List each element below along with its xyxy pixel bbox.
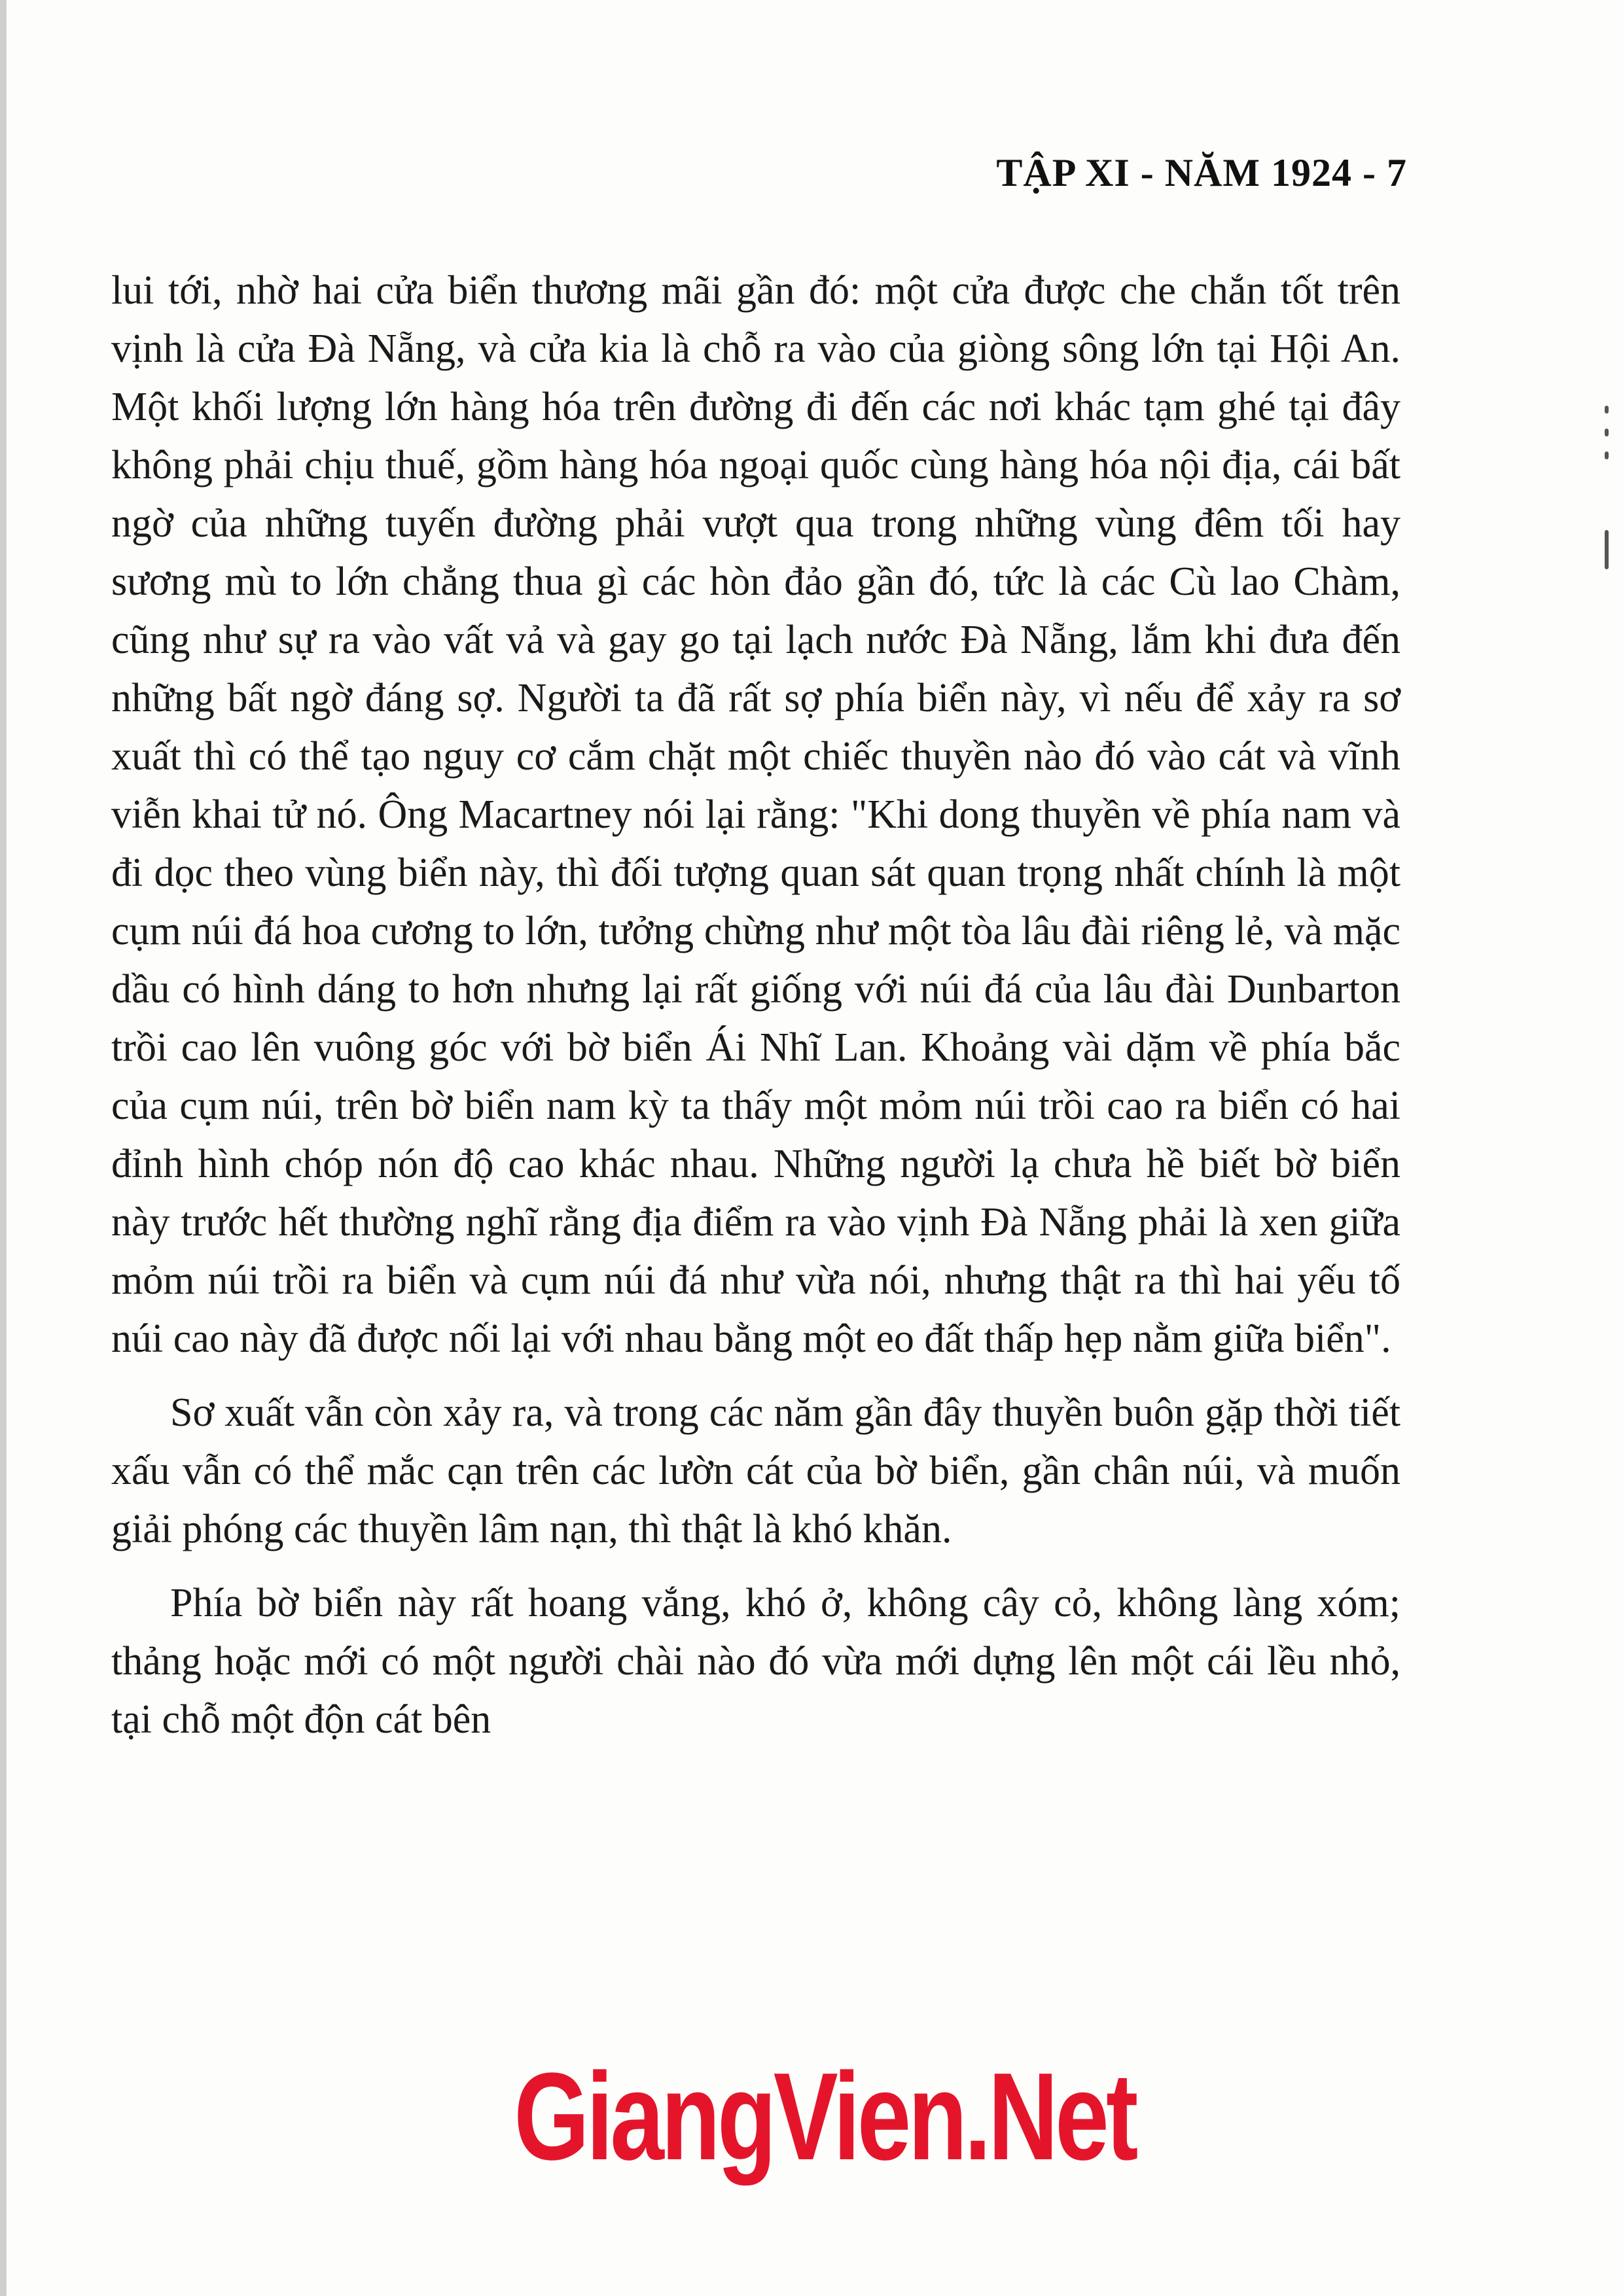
scan-dot-mark	[1605, 406, 1609, 414]
watermark-logo: GiangVien.Net	[514, 2047, 1135, 2186]
scan-dot-mark	[1605, 451, 1609, 459]
scan-dot-mark	[1605, 429, 1609, 436]
paragraph-1: lui tới, nhờ hai cửa biển thương mãi gần đó: một cửa được che chắn tốt trên vịnh là cửa Đà Nẵng, và cửa kia là chỗ ra vào của giòng sông lớn tại Hội An. Một khối lượng lớn hàng hóa trên đường đi đến các nơi khác tạm ghé tại đây không phải chịu thuế, gồm hàng hóa ngoại quốc cùng hàng hóa nội địa, cái bất ngờ của những tuyến đường phải vượt qua trong những vùng đêm tối hay sương mù to lớn chẳng thua gì các hòn đảo gần đó, tức là các Cù lao Chàm, cũng như sự ra vào vất vả và gay go tại lạch nước Đà Nẵng, lắm khi đưa đến những bất ngờ đáng sợ. Người ta đã rất sợ phía biển này, vì nếu để xảy ra sơ xuất thì có thể tạo nguy cơ cắm chặt một chiếc thuyền nào đó vào cát và vĩnh viễn khai tử nó. Ông Macartney nói lại rằng: "Khi dong thuyền về phía nam và đi dọc theo vùng biển này, thì đối tượng quan sát quan trọng nhất chính là một cụm núi đá hoa cương to lớn, tưởng chừng như một tòa lâu đài riêng lẻ, và mặc dầu có hình dáng to hơn nhưng lại rất giống với núi đá của lâu đài Dunbarton trồi cao lên vuông góc với bờ biển Ái Nhĩ Lan. Khoảng vài dặm về phía bắc của cụm núi, trên bờ biển nam kỳ ta thấy một mỏm núi trồi cao ra biển có hai đỉnh hình chóp nón độ cao khác nhau. Những người lạ chưa hề biết bờ biển này trước hết thường nghĩ rằng địa điểm ra vào vịnh Đà Nẵng phải là xen giữa mỏm núi trồi ra biển và cụm núi đá như vừa nói, nhưng thật ra thì hai yếu tố núi cao này đã được nối lại với nhau bằng một eo đất thấp hẹp nằm giữa biển".	[111, 268, 1400, 1361]
scan-line-mark	[1605, 530, 1609, 569]
paragraph-2: Sơ xuất vẫn còn xảy ra, và trong các năm gần đây thuyền buôn gặp thời tiết xấu vẫn có thể mắc cạn trên các lườn cát của bờ biển, gần chân núi, và muốn giải phóng các thuyền lâm nạn, thì thật là khó khăn.	[111, 1390, 1400, 1551]
body-text	[111, 262, 1400, 1765]
paragraph-3: Phía bờ biển này rất hoang vắng, khó ở, không cây cỏ, không làng xóm; thảng hoặc mới có một người chài nào đó vừa mới dựng lên một cái lều nhỏ, tại chỗ một độn cát bên	[111, 1581, 1400, 1742]
running-head: TẬP XI - NĂM 1924 - 7	[996, 151, 1407, 194]
scan-left-edge	[0, 0, 7, 2296]
